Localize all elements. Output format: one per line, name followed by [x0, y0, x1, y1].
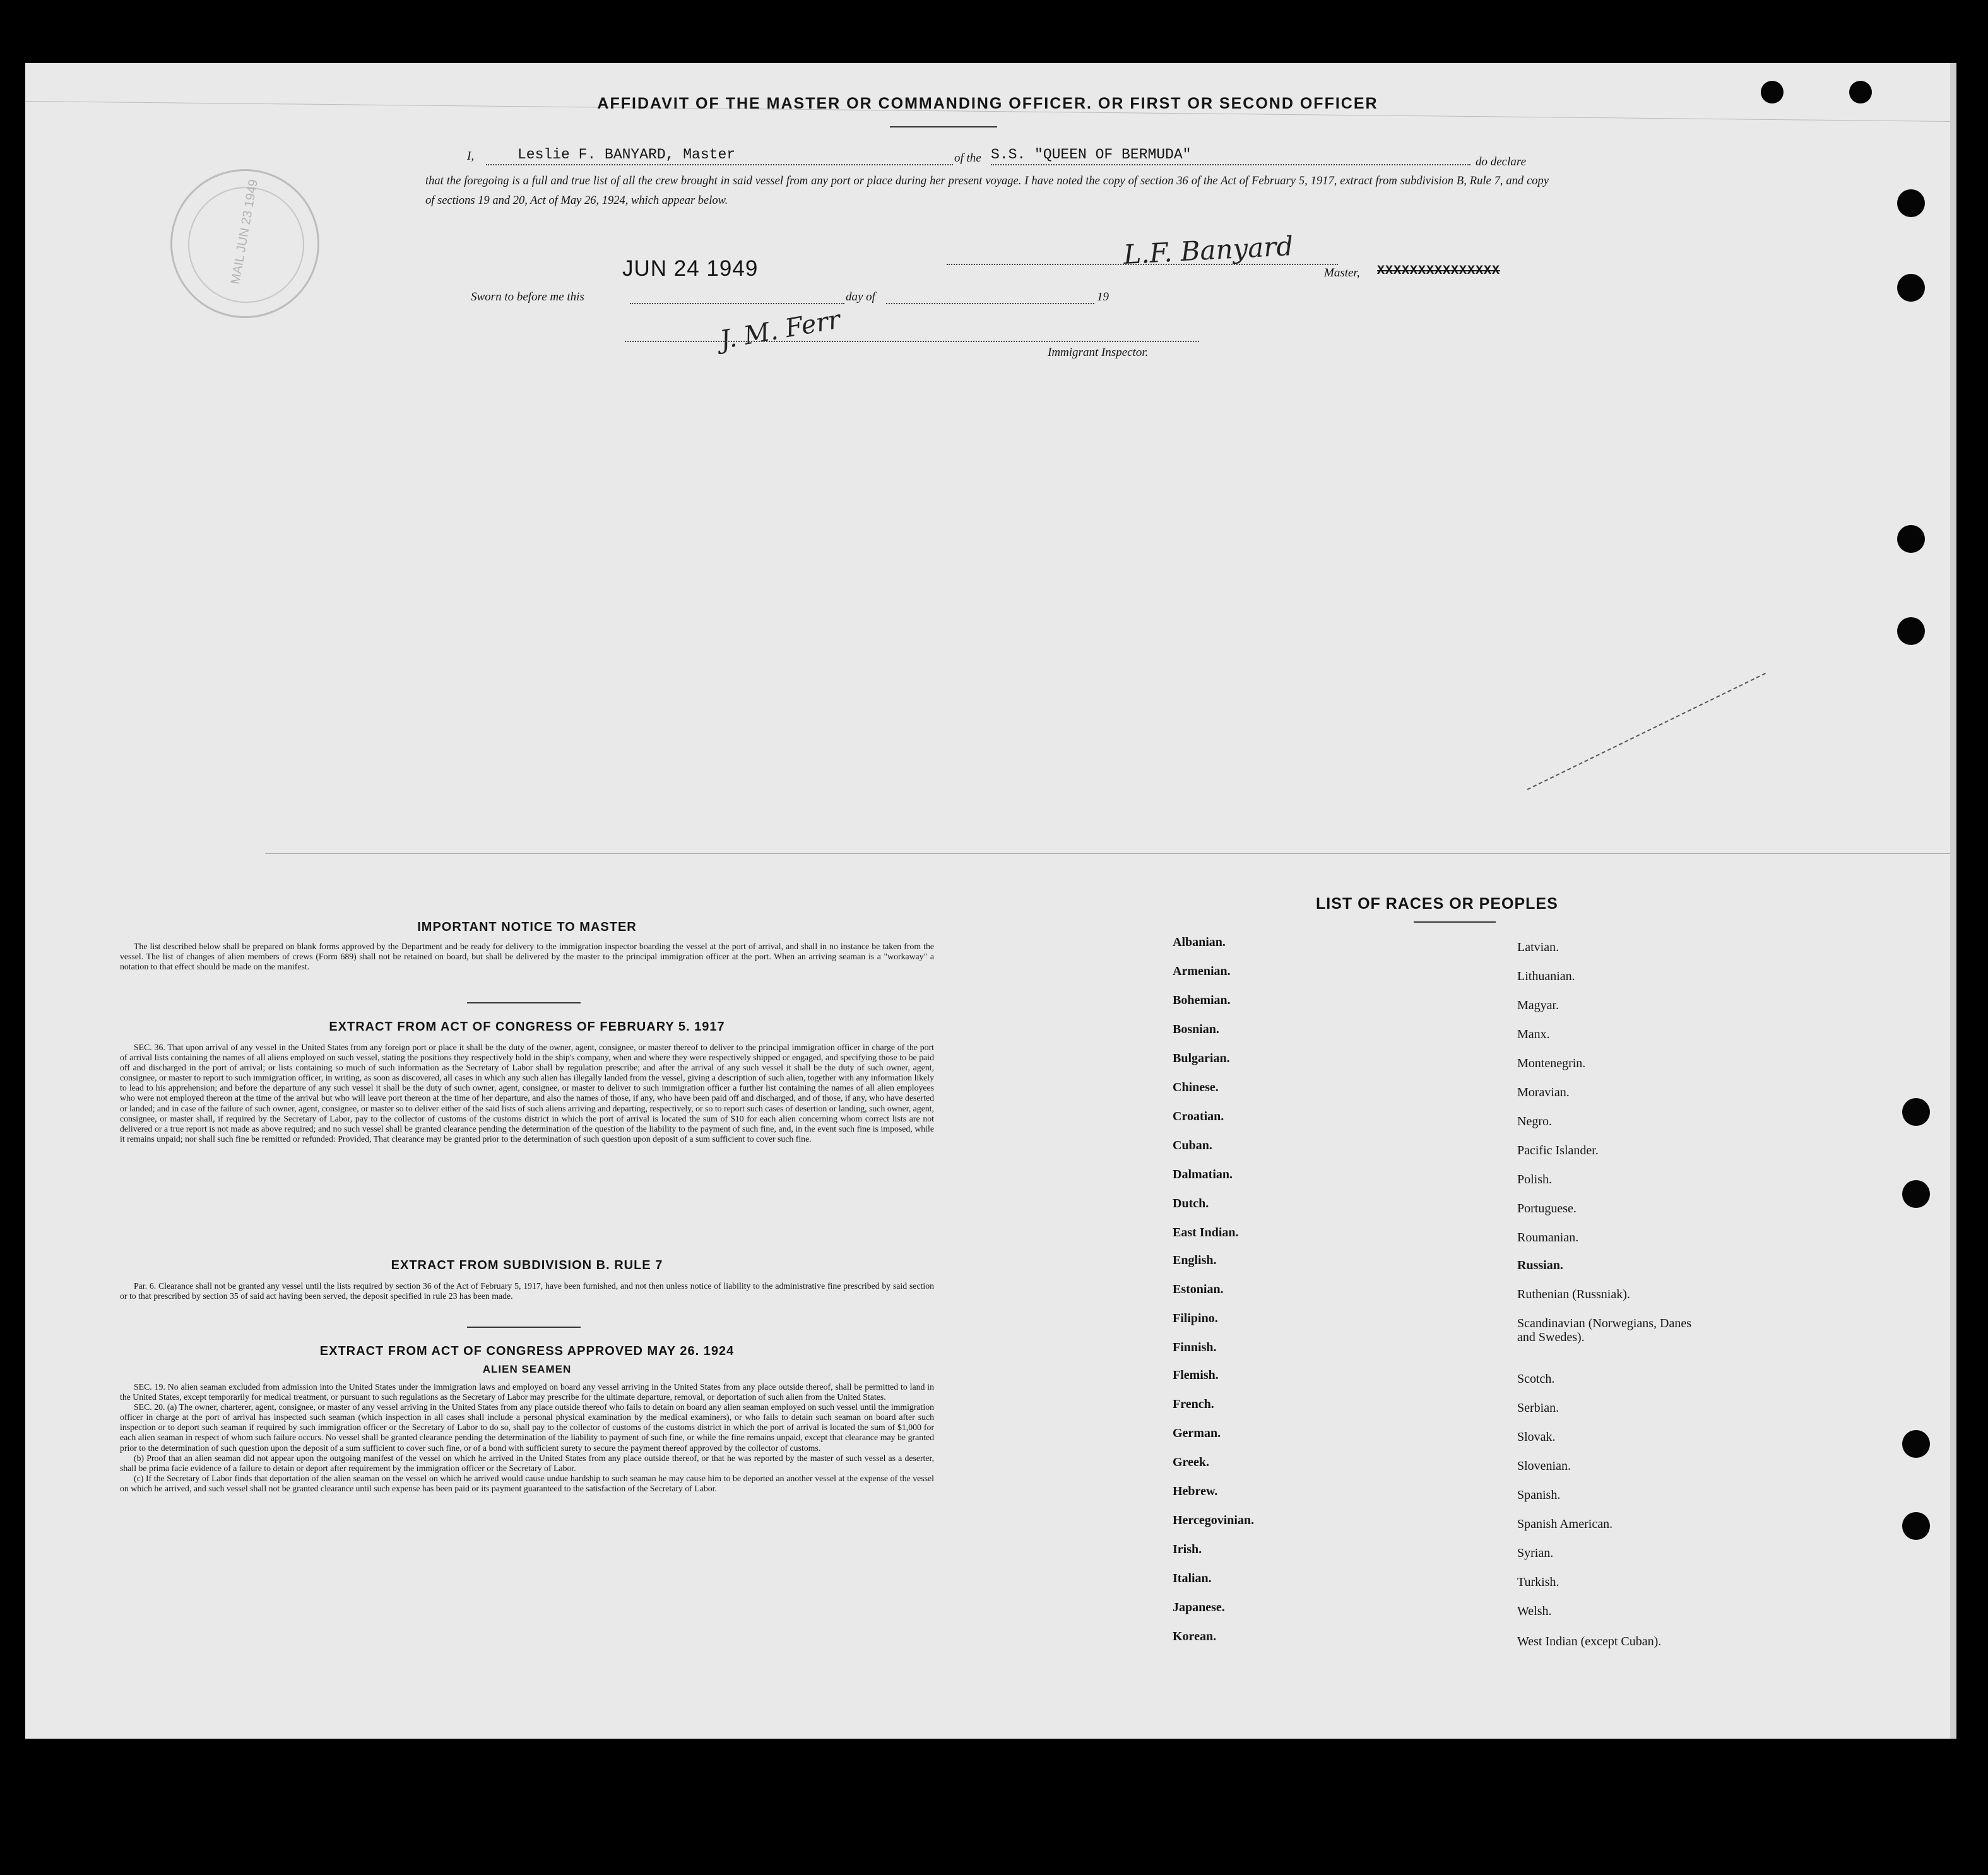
- race-item: Slovenian.: [1517, 1459, 1571, 1473]
- day-of-label: day of: [846, 290, 875, 304]
- race-item: Chinese.: [1173, 1080, 1219, 1094]
- rule7-title: EXTRACT FROM SUBDIVISION B. RULE 7: [391, 1258, 663, 1272]
- master-name: Leslie F. BANYARD, Master: [518, 146, 736, 163]
- race-item: Dalmatian.: [1173, 1168, 1233, 1181]
- year-prefix: 19: [1097, 290, 1109, 304]
- sec19-text: SEC. 19. No alien seaman excluded from admission into the United States under the immigration laws and employed on board any vessel arriving in the United States from any place outside thereof, shall be permitted to land in the United States, except temporarily for medical treatment, or pursuant to such regulations as the Secretary of Labor may prescribe for the ultimate departure, removal, or deportation of such alien from the United States.: [120, 1382, 934, 1402]
- race-item: Flemish.: [1173, 1368, 1219, 1382]
- race-item: Lithuanian.: [1517, 969, 1575, 983]
- race-item: Serbian.: [1517, 1401, 1559, 1415]
- race-item: Welsh.: [1517, 1604, 1552, 1618]
- rule7-underline: [467, 1327, 581, 1328]
- race-item: Filipino.: [1173, 1311, 1218, 1325]
- race-item: German.: [1173, 1426, 1221, 1440]
- act-1924-title: EXTRACT FROM ACT OF CONGRESS APPROVED MAY 26. 1924: [319, 1344, 735, 1358]
- binder-hole: [1902, 1430, 1930, 1458]
- race-item: Syrian.: [1517, 1546, 1554, 1560]
- race-item: Bulgarian.: [1173, 1051, 1230, 1065]
- notice-text: The list described below shall be prepared on blank forms approved by the Department and be ready for delivery to the immigration inspector boarding the vessel at the port of arrival, and shall in no instance be taken from the vessel. The list of changes of alien members of crews (Form 689) shall not be retained on board, but shall be delivered by the master to the principal immigration officer at the port. When an arriving seaman is a "workaway" a notation to that effect should be made on the manifest.: [120, 942, 934, 972]
- affidavit-body: that the foregoing is a full and true list of all the crew brought in said vessel from any port or place during her present voyage. I have noted the copy of section 36 of the Act of February 5, 1917, extract from subdivision B, Rule 7, and copy of sections 19 and 20, Act of May 26, 1924, which appear below.: [425, 175, 1549, 207]
- race-item: Montenegrin.: [1517, 1056, 1586, 1070]
- races-title: LIST OF RACES OR PEOPLES: [1316, 895, 1558, 913]
- faint-diagonal-mark: [1527, 673, 1766, 790]
- act-1924-body: [120, 1382, 934, 1494]
- inspector-line: [625, 341, 1199, 342]
- race-item: Italian.: [1173, 1571, 1212, 1585]
- mail-postmark-stamp: [170, 169, 319, 318]
- act-1917-body: [120, 1043, 934, 1144]
- race-item: Spanish.: [1517, 1488, 1561, 1502]
- race-item: Croatian.: [1173, 1109, 1224, 1123]
- binder-hole: [1902, 1180, 1930, 1208]
- sworn-day-line: [630, 303, 844, 304]
- do-declare-label: do declare: [1476, 155, 1527, 169]
- struck-title: XXXXXXXXXXXXXXX: [1377, 264, 1501, 278]
- title-underline: [890, 126, 997, 127]
- race-item: Bosnian.: [1173, 1022, 1219, 1036]
- race-item: Polish.: [1517, 1173, 1553, 1186]
- lower-section-divider: [265, 853, 1950, 854]
- race-item: Irish.: [1173, 1542, 1202, 1556]
- i-label: I,: [467, 150, 475, 163]
- races-title-underline: [1414, 921, 1496, 923]
- vessel-name: S.S. "QUEEN OF BERMUDA": [991, 146, 1192, 163]
- race-item: Turkish.: [1517, 1575, 1559, 1589]
- sec20b-text: (b) Proof that an alien seaman did not appear upon the outgoing manifest of the vessel on which he arrived in the United States from any place outside thereof, or that he was reported by the master of such vessel as a deserter, shall be prima facie evidence of a failure to detain or deport after requirement by the immigration officer or the Secretary of Labor.: [120, 1453, 934, 1473]
- race-item: East Indian.: [1173, 1226, 1239, 1239]
- notice-underline: [467, 1002, 581, 1003]
- race-item: Hebrew.: [1173, 1484, 1218, 1498]
- race-item: Latvian.: [1517, 940, 1559, 954]
- race-item: Manx.: [1517, 1027, 1550, 1041]
- of-the-label: of the: [954, 151, 981, 165]
- race-item: Scotch.: [1517, 1372, 1555, 1386]
- race-item: Russian.: [1517, 1258, 1563, 1272]
- paper-edge: [1950, 63, 1956, 1739]
- inspector-signature: J. M. Ferr: [718, 305, 843, 355]
- race-item: Slovak.: [1517, 1430, 1556, 1444]
- sec20a-text: SEC. 20. (a) The owner, charterer, agent, consignee, or master of any vessel arriving in the United States from any place outside thereof who fails to detain on board any alien seaman employed on such vessel until the immigration officer in charge at the port of arrival has inspected such seaman (which inspection in all cases shall include a personal physical examination by the medical examiners), or who fails to detain such seaman on board after such inspection or to deport such seaman if required by such immigration officer or the Secretary of Labor to do so, shall pay to the collector of customs of the customs district in which the port of arrival is located the sum of $1,000 for each alien seaman in respect of whom such failure occurs. No vessel shall be granted clearance pending the determination of the liability to payment of such fine, or while the fine remains unpaid, except that clearance may be granted prior to the determination of such question upon the deposit of a sum sufficient to cover such fine, or of a bond with sufficient surety to secure the payment thereof approved by the collector of customs.: [120, 1402, 934, 1453]
- race-item: Pacific Islander.: [1517, 1144, 1599, 1157]
- affidavit-title: AFFIDAVIT OF THE MASTER OR COMMANDING OFFICER. OR FIRST OR SECOND OFFICER: [597, 95, 1378, 112]
- vessel-name-line: [991, 164, 1470, 165]
- race-item: Ruthenian (Russniak).: [1517, 1287, 1630, 1301]
- race-item: Scandinavian (Norwegians, Danes and Swedes).: [1517, 1316, 1692, 1344]
- race-item: Roumanian.: [1517, 1231, 1579, 1245]
- binder-hole: [1897, 274, 1925, 302]
- race-item: Moravian.: [1517, 1085, 1570, 1099]
- inspector-label: Immigrant Inspector.: [1048, 346, 1149, 359]
- race-item: Portuguese.: [1517, 1202, 1577, 1215]
- race-item: Hercegovinian.: [1173, 1513, 1255, 1527]
- binder-hole: [1902, 1098, 1930, 1126]
- binder-hole: [1849, 81, 1872, 104]
- race-item: Armenian.: [1173, 964, 1231, 978]
- master-signature: L.F. Banyard: [1122, 230, 1294, 271]
- race-item: French.: [1173, 1397, 1214, 1411]
- master-name-line: [486, 164, 953, 165]
- race-item: Negro.: [1517, 1115, 1552, 1128]
- race-item: Finnish.: [1173, 1340, 1217, 1354]
- document-page: [25, 63, 1950, 1739]
- binder-hole: [1897, 617, 1925, 645]
- race-item: Estonian.: [1173, 1282, 1224, 1296]
- act-1924-subtitle: ALIEN SEAMEN: [482, 1363, 572, 1375]
- master-signature-line: [947, 264, 1338, 265]
- sec20c-text: (c) If the Secretary of Labor finds that deportation of the alien seaman on the vessel on which he arrived would cause undue hardship to such seaman he may cause him to be deported an another vessel at the expense of the vessel on which he arrived, and such vessel shall not be granted clearance until such expense has been paid or its payment guaranteed to the satisfaction of the Secretary of Labor.: [120, 1473, 934, 1493]
- race-item: Magyar.: [1517, 998, 1559, 1012]
- master-label: Master,: [1324, 266, 1360, 280]
- race-item: West Indian (except Cuban).: [1517, 1635, 1662, 1648]
- sworn-label: Sworn to before me this: [471, 290, 584, 304]
- act-1917-title: EXTRACT FROM ACT OF CONGRESS OF FEBRUARY 5. 1917: [329, 1020, 725, 1034]
- notice-title: IMPORTANT NOTICE TO MASTER: [417, 920, 637, 934]
- race-item: Korean.: [1173, 1630, 1217, 1643]
- binder-hole: [1897, 525, 1925, 553]
- rule7-body: [120, 1281, 934, 1301]
- date-stamp: JUN 24 1949: [622, 256, 759, 281]
- race-item: Greek.: [1173, 1455, 1209, 1469]
- race-item: English.: [1173, 1253, 1217, 1267]
- race-item: Bohemian.: [1173, 993, 1231, 1007]
- binder-hole: [1902, 1512, 1930, 1540]
- race-item: Japanese.: [1173, 1600, 1225, 1614]
- race-item: Dutch.: [1173, 1197, 1209, 1210]
- notice-body: [120, 942, 934, 972]
- race-item: Cuban.: [1173, 1139, 1212, 1152]
- race-item: Spanish American.: [1517, 1517, 1613, 1531]
- binder-hole: [1761, 81, 1784, 104]
- rule7-text: Par. 6. Clearance shall not be granted any vessel until the lists required by section 36 of the Act of February 5, 1917, have been furnished, and not then unless notice of liability to the administrative fine prescribed by said section or to that prescribed by section 35 of said act having been served, the deposit specified in rule 23 has been made.: [120, 1281, 934, 1301]
- sworn-month-line: [886, 303, 1094, 304]
- race-item: Albanian.: [1173, 935, 1226, 949]
- mail-stamp-text: MAIL JUN 23 1949: [228, 178, 261, 286]
- binder-hole: [1897, 189, 1925, 217]
- act-1917-text: SEC. 36. That upon arrival of any vessel in the United States from any foreign port or place it shall be the duty of the owner, agent, consignee, or master thereof to deliver to the principal immigration officer in charge of the port of arrival lists containing the names of all aliens employed on such vessel, stating the positions they respectively hold in the ship's company, when and where they were respectively shipped or engaged, and specifying those to be paid off and discharged in the port of arrival; or lists containing so much of such information as the Secretary of Labor shall by regulation prescribe; and after the arrival of any such vessel it shall be the duty of such owner, agent, consignee, or master to report to such immigration officer, in writing, as soon as discovered, all cases in which any such alien has illegally landed from the vessel, giving a description of such alien, together with any information likely to lead to his apprehension; and before the departure of any such vessel it shall be the duty of such owner, agent, consignee, or master to deliver to such immigration officer a further list containing the names of all alien employees who were not employed thereon at the time of the arrival but who will leave port thereon at the time of her departure, and also the names of those, if any, who have been paid off and discharged, and of those, if any, who have deserted or landed; and in case of the failure of such owner, agent, consignee, or master so to deliver either of the said lists of such aliens arriving and departing, respectively, or so to report such cases of desertion or landing, such owner, agent, consignee, or master shall, if required by the Secretary of Labor, pay to the collector of customs of the customs district in which the port of arrival is located the sum of $10 for each alien concerning whom correct lists are not delivered or a true report is not made as above required; and no such vessel shall be granted clearance pending the determination of the question of the liability to the payment of such fine, and, in the event such fine is imposed, while it remains unpaid; nor shall such fine be remitted or refunded: Provided, That clearance may be granted prior to the determination of such question upon deposit of a sum sufficient to cover such fine.: [120, 1043, 934, 1144]
